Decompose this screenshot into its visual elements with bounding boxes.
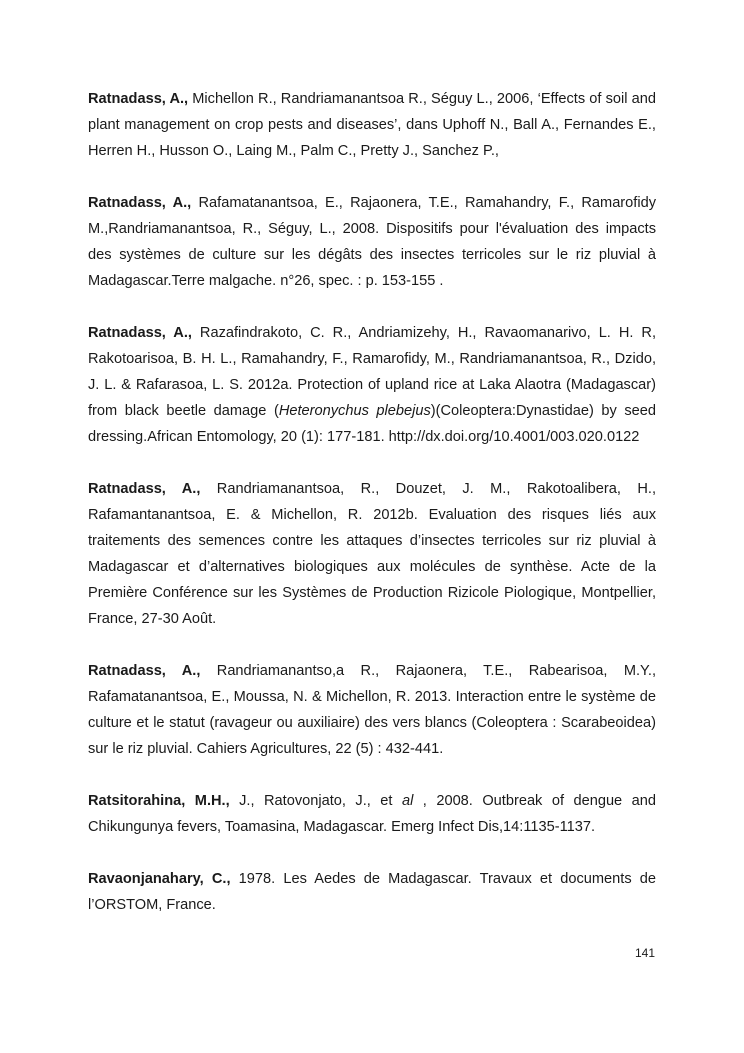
- reference-entry: [88, 190, 656, 294]
- reference-author: Ravaonjanahary, C.,: [88, 871, 231, 887]
- reference-author: Ratnadass, A.,: [88, 195, 192, 211]
- reference-text: Randriamanantsoa, R., Douzet, J. M., Rakotoalibera, H., Rafamantanantsoa, E. & Michellon, R. 2012b. Evaluation des risques liés aux traitements des semences contre les attaques d’insectes terricoles sur riz pluvial à Madagascar et d’alternatives biologiques aux molécules de synthèse. Acte de la Première Conférence sur les Systèmes de Production Rizicole Piologique, Montpellier, France, 27-30 Août.: [88, 481, 656, 627]
- reference-list: [88, 86, 656, 918]
- reference-author: Ratnadass, A.,: [88, 325, 192, 341]
- reference-entry: [88, 788, 656, 840]
- reference-text: Razafindrakoto, C. R., Andriamizehy, H., Ravaomanarivo, L. H. R, Rakotoarisoa, B. H. L., Ramahandry, F., Ramarofidy, M., Randriamanantsoa, R., Dzido, J. L. & Rafarasoa, L. S. 2012a. Protection of upland rice at Laka Alaotra (Madagascar) from black beetle damage (: [88, 325, 656, 419]
- reference-text: , 2008. Outbreak of dengue and Chikungunya fevers, Toamasina, Madagascar. Emerg Infect Dis,14:1135-1137.: [88, 793, 657, 835]
- reference-author: Ratnadass, A.,: [88, 91, 189, 107]
- reference-entry: [88, 86, 656, 164]
- reference-entry: [88, 658, 656, 762]
- page-number: 141: [634, 946, 655, 960]
- reference-entry: [88, 866, 656, 918]
- et-al: al: [401, 793, 414, 809]
- reference-author: Ratsitorahina, M.H.,: [88, 793, 230, 809]
- reference-text: Rafamatanantsoa, E., Rajaonera, T.E., Ramahandry, F., Ramarofidy M.,Randriamanantsoa, R., Séguy, L., 2008. Dispositifs pour l'évaluation des impacts des systèmes de culture sur les dégâts des insectes terricoles sur le riz pluvial à Madagascar.Terre malgache. n°26, spec. : p. 153-155 .: [88, 195, 656, 289]
- reference-author: Ratnadass, A.,: [88, 481, 201, 497]
- reference-text: 1978. Les Aedes de Madagascar. Travaux et documents de l’ORSTOM, France.: [88, 871, 657, 913]
- reference-entry: [88, 476, 656, 632]
- reference-text: Randriamanantso,a R., Rajaonera, T.E., Rabearisoa, M.Y., Rafamatanantsoa, E., Moussa, N. & Michellon, R. 2013. Interaction entre le système de culture et le statut (ravageur ou auxiliaire) des vers blancs (Coleoptera : Scarabeoidea) sur le riz pluvial. Cahiers Agricultures, 22 (5) : 432-441.: [88, 663, 656, 757]
- species-name: Heteronychus plebejus: [278, 403, 431, 419]
- reference-text: Michellon R., Randriamanantsoa R., Séguy L., 2006, ‘Effects of soil and plant management on crop pests and diseases’, dans Uphoff N., Ball A., Fernandes E., Herren H., Husson O., Laing M., Palm C., Pretty J., Sanchez P.,: [88, 91, 656, 159]
- reference-entry: [88, 320, 656, 450]
- reference-author: Ratnadass, A.,: [88, 663, 201, 679]
- reference-text: )(Coleoptera:Dynastidae) by seed dressing.African Entomology, 20 (1): 177-181. http://dx.doi.org/10.4001/003.020.0122: [88, 403, 656, 445]
- reference-text: J., Ratovonjato, J., et: [229, 793, 402, 809]
